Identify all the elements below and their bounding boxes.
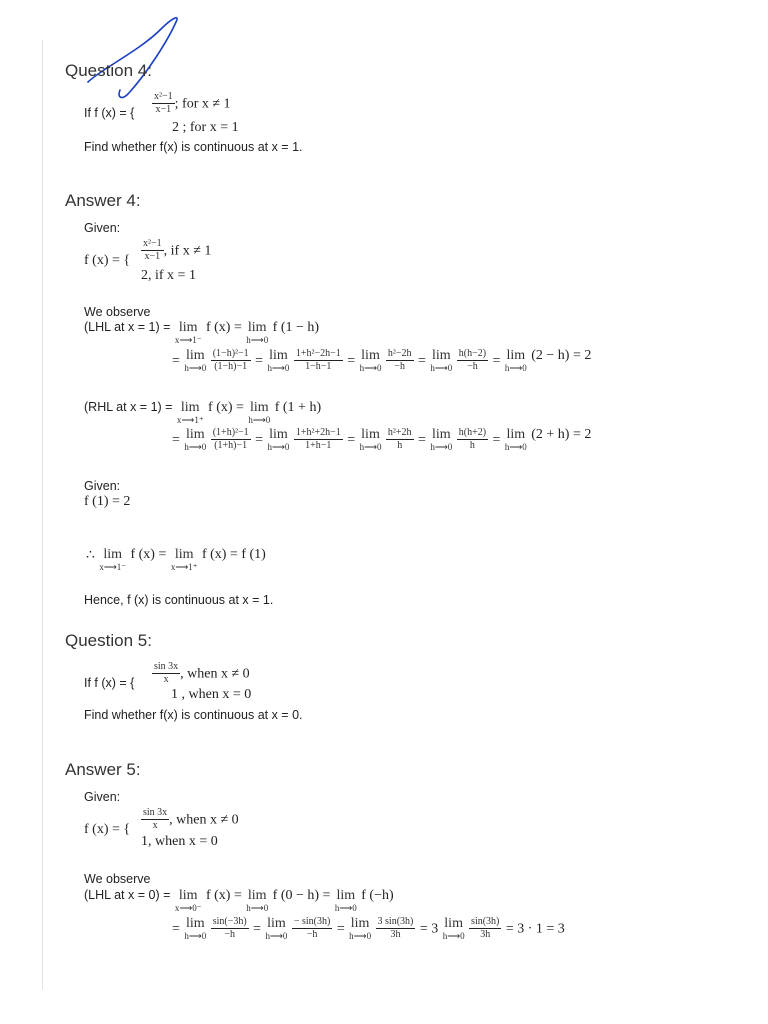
lhl-f-1-minus-h: f (1 − h) bbox=[272, 320, 320, 335]
equals-sign: = bbox=[492, 432, 501, 448]
fraction-denominator: x bbox=[152, 820, 158, 831]
equals-sign: = bbox=[418, 353, 426, 369]
a4-given-label: Given: bbox=[84, 221, 121, 235]
fraction-numerator: x²−1 bbox=[154, 91, 173, 102]
therefore-symbol: ∴ bbox=[86, 548, 95, 563]
q4-case1 bbox=[152, 91, 231, 116]
question-5-heading: Question 5: bbox=[65, 631, 152, 650]
fraction-numerator: x²−1 bbox=[143, 238, 162, 249]
fraction-denominator: x−1 bbox=[144, 251, 161, 262]
lhl-label: (LHL at x = 1) = bbox=[84, 320, 171, 334]
a5-observe-label: We observe bbox=[84, 872, 151, 886]
a4-f-label: f (x) = { bbox=[84, 253, 131, 268]
fraction-numerator: sin 3x bbox=[143, 807, 168, 818]
equals-sign: = bbox=[336, 921, 345, 937]
limit-operator: lim x⟶0⁻ bbox=[174, 888, 202, 913]
q5-if-label: If f (x) = { bbox=[84, 676, 135, 690]
limit-operator: lim x⟶1⁻ bbox=[99, 547, 127, 572]
limit-operator: lim h⟶0 bbox=[334, 888, 357, 913]
fraction-denominator: x−1 bbox=[155, 104, 172, 115]
fraction: $\frac{\text{1+h²+2h−1}}{1+h-1}$ bbox=[295, 427, 341, 451]
q4-case1-fraction bbox=[152, 91, 175, 116]
limit-operator: lim h⟶0 bbox=[267, 427, 290, 452]
conclusion-fx-equals-f1: f (x) = f (1) bbox=[201, 547, 266, 562]
a4-case1-fraction bbox=[141, 238, 164, 263]
equals-sign: = bbox=[253, 921, 262, 937]
a4-conclusion-limits bbox=[86, 547, 266, 572]
answer-4-heading: Answer 4: bbox=[65, 191, 141, 210]
q5-case2: 1 , when x = 0 bbox=[171, 687, 252, 702]
limit-operator: lim h⟶0 bbox=[430, 348, 453, 373]
lhl-result: (2 − h) = 2 bbox=[531, 348, 592, 363]
limit-operator: lim h⟶0 bbox=[504, 348, 527, 373]
equals-sign: = bbox=[347, 432, 356, 448]
q5-case1-condition: , when x ≠ 0 bbox=[180, 666, 250, 682]
a5-case1-condition: , when x ≠ 0 bbox=[169, 812, 239, 828]
equals-sign: = bbox=[255, 353, 264, 369]
limit-operator: lim h⟶0 bbox=[246, 320, 269, 345]
fraction: $\frac{\text{1+h²−2h−1}}{1-h-1}$ bbox=[295, 348, 341, 372]
answer-5-heading: Answer 5: bbox=[65, 760, 141, 779]
q5-case1 bbox=[152, 661, 250, 686]
q5-case1-fraction bbox=[152, 661, 180, 686]
a4-case1-condition: , if x ≠ 1 bbox=[163, 243, 212, 259]
a4-observe-label: We observe bbox=[84, 305, 151, 319]
a5-case1-fraction bbox=[141, 807, 169, 832]
a5-lhl-line1 bbox=[84, 888, 394, 913]
equals-three: = 3 bbox=[419, 921, 439, 937]
a4-hence-text: Hence, f (x) is continuous at x = 1. bbox=[84, 593, 274, 607]
limit-operator: lim h⟶0 bbox=[504, 427, 527, 452]
lhl-f-minus-h: f (−h) bbox=[361, 888, 394, 903]
limit-operator: lim h⟶0 bbox=[430, 427, 453, 452]
a4-given2-label: Given: bbox=[84, 479, 121, 493]
rhl-f-1-plus-h: f (1 + h) bbox=[274, 400, 322, 415]
fraction: $\frac{\text{(1−h)²−1}}{(1-h)-1}$ bbox=[212, 348, 249, 372]
limit-operator: lim x⟶1⁻ bbox=[174, 320, 202, 345]
a4-rhl-line2 bbox=[172, 427, 591, 452]
lhl-fx: f (x) = bbox=[205, 320, 242, 335]
a5-f-label: f (x) = { bbox=[84, 822, 131, 837]
a5-case2: 1, when x = 0 bbox=[141, 834, 218, 849]
fraction-numerator: sin 3x bbox=[154, 661, 179, 672]
limit-operator: lim h⟶0 bbox=[442, 916, 465, 941]
a4-lhl-line1 bbox=[84, 320, 319, 345]
equals-sign: = bbox=[418, 432, 426, 448]
limit-operator: lim h⟶0 bbox=[184, 348, 207, 373]
a5-lhl-line2 bbox=[172, 916, 565, 941]
q4-case1-condition: ; for x ≠ 1 bbox=[174, 96, 231, 112]
fraction: $\frac{\text{h²−2h}}{-h}$ bbox=[387, 348, 412, 372]
limit-operator: lim h⟶0 bbox=[359, 348, 382, 373]
equals-sign: = bbox=[172, 353, 180, 369]
fraction: $\frac{h(h+2)}{h}$ bbox=[458, 427, 487, 451]
a4-case2: 2, if x = 1 bbox=[141, 268, 196, 283]
a4-f1-value: f (1) = 2 bbox=[84, 494, 131, 509]
equals-sign: = bbox=[255, 432, 264, 448]
fraction: $\frac{h(h-2)}{-h}$ bbox=[458, 348, 487, 372]
q5-find-text: Find whether f(x) is continuous at x = 0. bbox=[84, 708, 303, 722]
a4-case1 bbox=[141, 238, 211, 263]
rhl-result: (2 + h) = 2 bbox=[531, 427, 592, 442]
limit-operator: lim h⟶0 bbox=[248, 400, 271, 425]
limit-operator: lim h⟶0 bbox=[267, 348, 290, 373]
lhl-f-0-minus-h: f (0 − h) = bbox=[272, 888, 331, 903]
fraction: $\frac{\text{(1+h)²−1}}{(1+h)-1}$ bbox=[212, 427, 249, 451]
a5-case1 bbox=[141, 807, 239, 832]
a4-rhl-line1 bbox=[84, 400, 321, 425]
fraction-denominator: x bbox=[163, 674, 169, 685]
limit-operator: lim x⟶1⁺ bbox=[176, 400, 204, 425]
equals-sign: = bbox=[492, 353, 501, 369]
limit-operator: lim h⟶0 bbox=[246, 888, 269, 913]
limit-operator: lim h⟶0 bbox=[184, 427, 207, 452]
fraction: $\frac{3 \sin(3h)}{3h}$ bbox=[377, 916, 414, 940]
conclusion-fx: f (x) = bbox=[130, 547, 167, 562]
equals-sign: = bbox=[172, 921, 180, 937]
lhl-label: (LHL at x = 0) = bbox=[84, 888, 171, 902]
fraction: $\frac{\sin(3h)}{3h}$ bbox=[471, 916, 500, 940]
rhl-label: (RHL at x = 1) = bbox=[84, 400, 173, 414]
fraction: $\frac{- \sin(3h)}{-h}$ bbox=[293, 916, 331, 940]
fraction: $\frac{\sin(-3h)}{-h}$ bbox=[212, 916, 247, 940]
limit-operator: lim h⟶0 bbox=[265, 916, 288, 941]
a5-given-label: Given: bbox=[84, 790, 121, 804]
fraction: $\frac{\text{h²+2h}}{h}$ bbox=[387, 427, 412, 451]
q4-find-text: Find whether f(x) is continuous at x = 1. bbox=[84, 140, 303, 154]
q4-if-label: If f (x) = { bbox=[84, 106, 135, 120]
limit-operator: lim h⟶0 bbox=[184, 916, 207, 941]
question-4-heading: Question 4: bbox=[65, 61, 152, 80]
q4-case2: 2 ; for x = 1 bbox=[172, 120, 239, 135]
limit-operator: lim h⟶0 bbox=[349, 916, 372, 941]
equals-sign: = bbox=[172, 432, 180, 448]
equals-sign: = bbox=[347, 353, 356, 369]
a4-lhl-line2 bbox=[172, 348, 591, 373]
lhl-fx: f (x) = bbox=[205, 888, 242, 903]
limit-operator: lim x⟶1⁺ bbox=[170, 547, 198, 572]
rhl-fx: f (x) = bbox=[208, 400, 244, 415]
limit-operator: lim h⟶0 bbox=[359, 427, 382, 452]
a5-lhl-result: = 3 · 1 = 3 bbox=[505, 921, 565, 937]
